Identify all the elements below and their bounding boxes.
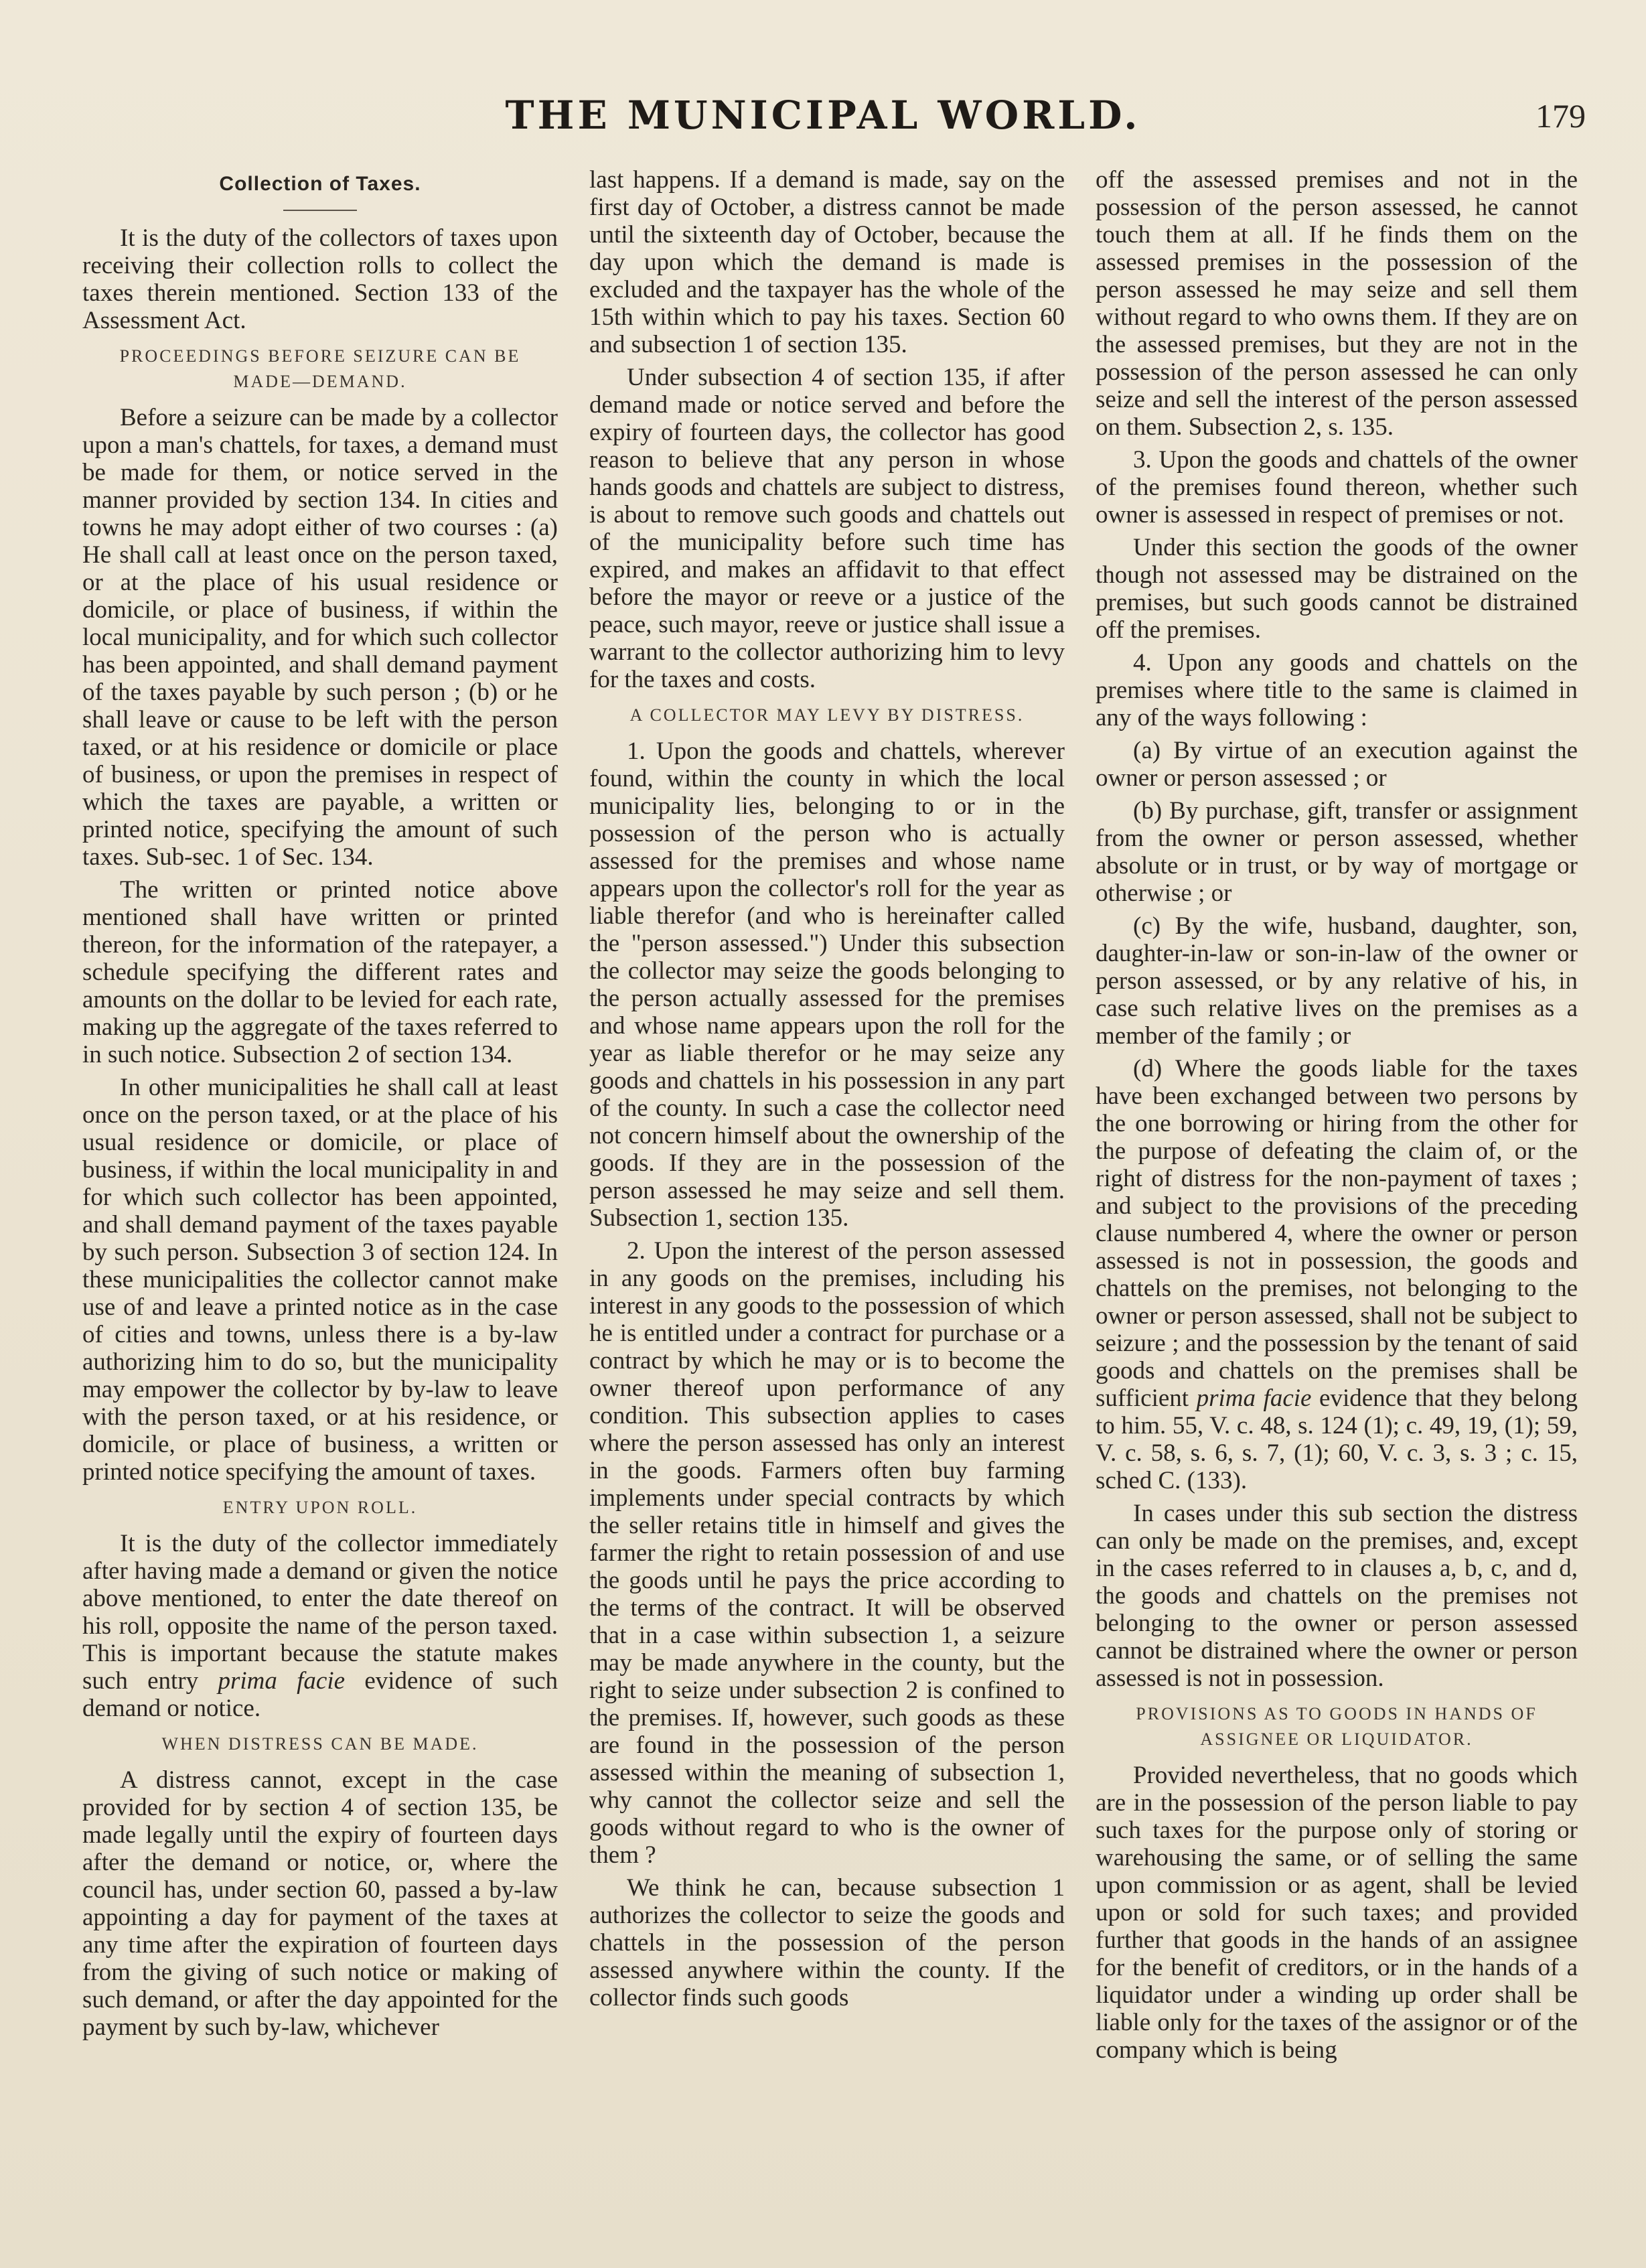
- section-heading: PROCEEDINGS BEFORE SEIZURE CAN BE MADE—DEMAND.: [119, 346, 521, 391]
- column-1: [82, 166, 558, 2046]
- text-run: It is the duty of the collector immediately after having made a demand or given the notice above mentioned, to enter the date thereof on his roll, opposite the name of the person taxed. This is important because the statute makes such entry: [82, 1530, 558, 1695]
- article-title: Collection of Taxes.: [219, 173, 421, 195]
- text-run: evidence of such demand or notice.: [82, 1667, 558, 1722]
- page-number: 179: [1536, 97, 1586, 135]
- paragraph: In other municipalities he shall call at least once on the person taxed, or at the place of his usual residence or domicile, or place of business, if within the local municipality in and for which such collector has been appointed, and shall demand payment of the taxes payable by such person. Subsection 3 of section 124. In these municipalities the collector cannot make use of and leave a printed notice as in the case of cities and towns, unless there is a by-law authorizing him to do so, but the municipality may empower the collector by by-law to leave with the person taxed, or at his residence, or domicile, or place of business, a written or printed notice specifying the amount of taxes.: [82, 1074, 558, 1486]
- paragraph: (c) By the wife, husband, daughter, son, daughter-in-law or son-in-law of the owner or person assessed, or by any relative of his, in case such relative lives on the premises as a member of the family ; or: [1096, 912, 1578, 1050]
- masthead: [0, 92, 1646, 153]
- paragraph: 3. Upon the goods and chattels of the owner of the premises found thereon, whether such owner is assessed in respect of premises or not.: [1096, 446, 1578, 528]
- paragraph: 4. Upon any goods and chattels on the premises where title to the same is claimed in any of the ways following :: [1096, 649, 1578, 731]
- paragraph: 2. Upon the interest of the person assessed in any goods on the premises, including his interest in any goods to the possession of which he is entitled under a contract for purchase or a contract by which he may or is to become the owner thereof upon performance of any condition. This subsection applies to cases where the person assessed has only an interest in the goods. Farmers often buy farming implements under special contracts by which the seller retains title in himself and gives the farmer the right to retain possession of and use the goods until he pays the price according to the terms of the contract. It will be observed that in a case within subsection 1, a seizure may be made anywhere in the county, but the right to seize under subsection 2 is confined to the premises. If, however, such goods as these are found in the possession of the person assessed within the meaning of subsection 1, why cannot the collector seize and sell the goods without regard to who is the owner of them ?: [589, 1237, 1065, 1869]
- section-heading: WHEN DISTRESS CAN BE MADE.: [161, 1734, 479, 1754]
- column-3: [1096, 166, 1578, 2069]
- column-2: [589, 166, 1065, 2017]
- paragraph: It is the duty of the collectors of taxes upon receiving their collection rolls to collect the taxes therein mentioned. Section 133 of the Assessment Act.: [82, 224, 558, 334]
- paragraph: We think he can, because subsection 1 authorizes the collector to seize the goods and chattels in the possession of the person assessed anywhere within the county. If the collector finds such goods: [589, 1874, 1065, 2011]
- text-run: evidence that they belong to him. 55, V. c. 48, s. 124 (1); c. 49, 19, (1); 59, V. c. 58, s. 6, s. 7, (1); 60, V. c. 3, s. 3 ; c. 15, sched C. (133).: [1096, 1385, 1578, 1494]
- section-heading: A COLLECTOR MAY LEVY BY DISTRESS.: [629, 705, 1025, 725]
- paragraph: Provided nevertheless, that no goods which are in the possession of the person liable to pay such taxes for the purpose only of storing or warehousing the same, or of selling the same upon commission or as agent, shall be levied upon or sold for such taxes; and provided further that goods in the hands of an assignee for the benefit of creditors, or in the hands of a liquidator under a winding up order shall be liable only for the taxes of the assignor or of the company which is being: [1096, 1762, 1578, 2064]
- paragraph: 1. Upon the goods and chattels, wherever found, within the county in which the local municipality lies, belonging to or in the possession of the person who is actually assessed for the premises and whose name appears upon the collector's roll for the year as liable therefor (and who is hereinafter called the "person assessed.") Under this subsection the collector may seize the goods belonging to the person actually assessed for the premises and whose name appears upon the roll for the year as liable therefor or he may seize any goods and chattels in his possession in any part of the county. In such a case the collector need not concern himself about the ownership of the goods. If they are in the possession of the person assessed he may seize and sell them. Subsection 1, section 135.: [589, 737, 1065, 1232]
- paragraph: (b) By purchase, gift, transfer or assignment from the owner or person assessed, whether absolute or in trust, or by way of mortgage or otherwise ; or: [1096, 797, 1578, 907]
- paragraph: In cases under this sub section the distress can only be made on the premises, and, except in the cases referred to in clauses a, b, c, and d, the goods and chattels on the premises not belonging to the owner or person assessed cannot be distrained where the owner or person assessed is not in possession.: [1096, 1500, 1578, 1692]
- paragraph: Before a seizure can be made by a collector upon a man's chattels, for taxes, a demand must be made for them, or notice served in the manner provided by section 134. In cities and towns he may adopt either of two courses : (a) He shall call at least once on the person taxed, or at the place of his usual residence or domicile, or place of business, if within the local municipality, and for which such collector has been appointed, and shall demand payment of the taxes payable by such person ; (b) or he shall leave or cause to be left with the person taxed, or at his residence or domicile or place of business, or upon the premises in respect of which the taxes are payable, a written or printed notice, specifying the amount of such taxes. Sub-sec. 1 of Sec. 134.: [82, 404, 558, 871]
- paragraph: Under this section the goods of the owner though not assessed may be distrained on the premises, but such goods cannot be distrained off the premises.: [1096, 534, 1578, 644]
- paragraph: last happens. If a demand is made, say on the first day of October, a distress cannot be made until the sixteenth day of October, because the day upon which the demand is made is excluded and the taxpayer has the whole of the 15th within which to pay his taxes. Section 60 and subsection 1 of section 135.: [589, 166, 1065, 358]
- paragraph: [82, 1530, 558, 1722]
- publication-title: THE MUNICIPAL WORLD.: [505, 92, 1141, 138]
- title-rule: [283, 210, 357, 211]
- section-heading: ENTRY UPON ROLL.: [222, 1498, 418, 1517]
- text-run: (d) Where the goods liable for the taxes have been exchanged between two persons by the one borrowing or hiring from the other for the purpose of defeating the claim of, or the right of distress for the non-payment of taxes ; and subject to the provisions of the preceding clause numbered 4, where the owner or person assessed is not in possession, the goods and chattels on the premises, not belonging to the owner or person assessed, shall not be subject to seizure ; and the possession by the tenant of said goods and chattels on the premises shall be sufficient: [1096, 1055, 1578, 1412]
- italic-term: prima facie: [218, 1667, 346, 1695]
- paragraph: The written or printed notice above mentioned shall have written or printed thereon, for the information of the ratepayer, a schedule specifying the different rates and amounts on the dollar to be levied for each rate, making up the aggregate of the taxes referred to in such notice. Subsection 2 of section 134.: [82, 876, 558, 1068]
- paragraph: A distress cannot, except in the case provided for by section 4 of section 135, be made legally until the expiry of fourteen days after the demand or notice, or, where the council has, under section 60, passed a by-law appointing a day for payment of the taxes at any time after the expiration of fourteen days from the giving of such notice or making of such demand, or after the day appointed for the payment by such by-law, whichever: [82, 1766, 558, 2041]
- paragraph: off the assessed premises and not in the possession of the person assessed, he cannot touch them at all. If he finds them on the assessed premises in the possession of the person assessed he may seize and sell them without regard to who owns them. If they are on the assessed premises, but they are not in the possession of the person assessed he can only seize and sell the interest of the person assessed on them. Subsection 2, s. 135.: [1096, 166, 1578, 441]
- paragraph: [1096, 1055, 1578, 1494]
- paragraph: (a) By virtue of an execution against the owner or person assessed ; or: [1096, 737, 1578, 792]
- italic-term: prima facie: [1196, 1385, 1312, 1412]
- paragraph: Under subsection 4 of section 135, if after demand made or notice served and before the expiry of fourteen days, the collector has good reason to believe that any person in whose hands goods and chattels are subject to distress, is about to remove such goods and chattels out of the municipality before such time has expired, and makes an affidavit to that effect before the mayor or reeve or a justice of the peace, such mayor, reeve or justice shall issue a warrant to the collector authorizing him to levy for the taxes and costs.: [589, 364, 1065, 693]
- section-heading: PROVISIONS AS TO GOODS IN HANDS OF ASSIGNEE OR LIQUIDATOR.: [1136, 1704, 1538, 1749]
